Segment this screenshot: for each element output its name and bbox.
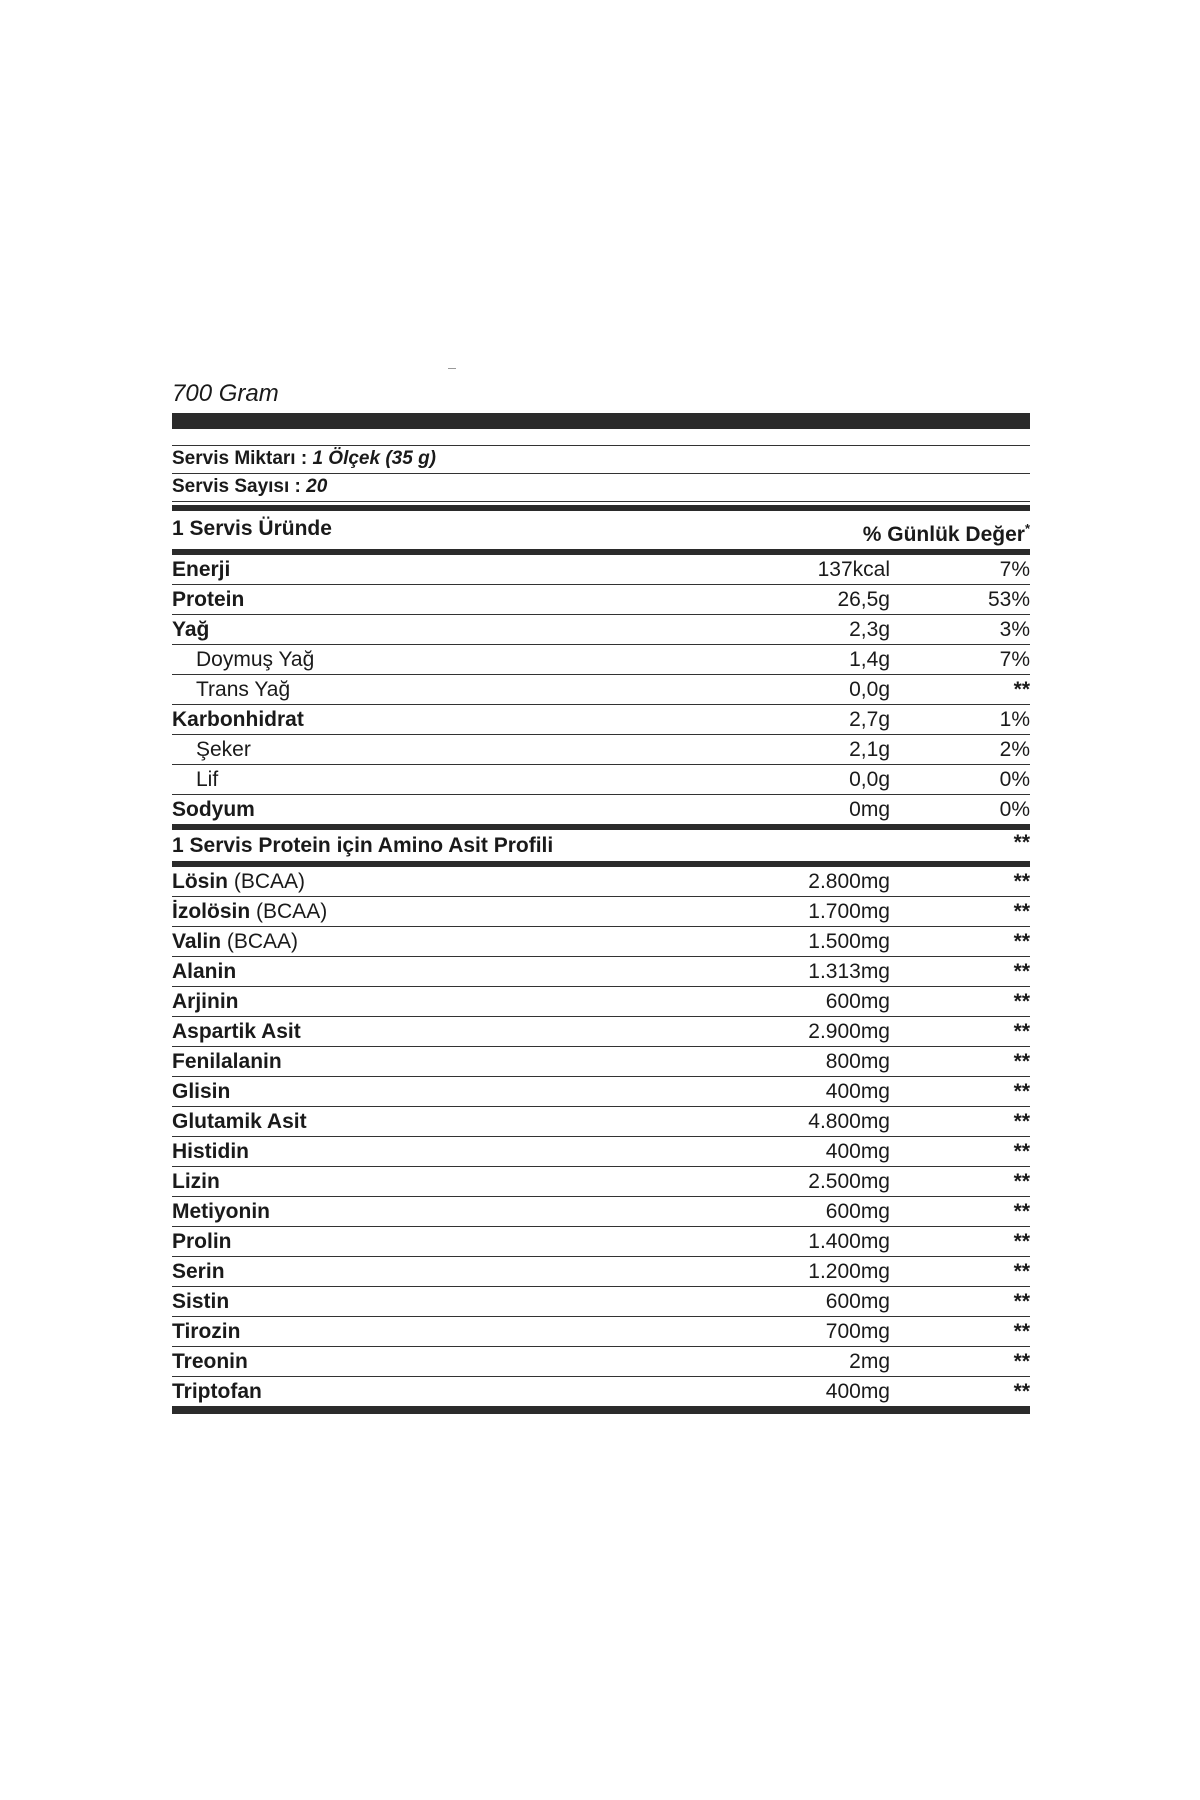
amino-amount: 1.313mg (808, 960, 890, 983)
amino-name: Lösin (172, 870, 228, 893)
amino-daily-value: ** (1013, 900, 1030, 923)
amino-amount: 400mg (825, 1080, 890, 1103)
nutrient-daily-value: 0% (999, 798, 1030, 821)
amino-name: Sistin (172, 1290, 230, 1313)
amino-amount: 1.700mg (808, 900, 890, 923)
amino-name: Prolin (172, 1230, 232, 1253)
amino-profile-label: 1 Servis Protein için Amino Asit Profili (172, 834, 554, 857)
amino-name: Histidin (172, 1140, 249, 1163)
amino-amount: 400mg (825, 1140, 890, 1163)
amino-daily-value: ** (1013, 1260, 1030, 1283)
amino-row (172, 1166, 1030, 1196)
amino-row (172, 867, 1030, 896)
amino-row (172, 1196, 1030, 1226)
amino-daily-value: ** (1013, 1080, 1030, 1103)
decorative-dash (448, 368, 456, 369)
nutrient-row (172, 734, 1030, 764)
nutrient-daily-value: 7% (999, 648, 1030, 671)
nutrient-daily-value: 2% (999, 738, 1030, 761)
amino-daily-value: ** (1013, 1170, 1030, 1193)
daily-value-label: % Günlük Değer* (862, 521, 1030, 546)
nutrient-amount: 26,5g (837, 588, 890, 611)
nutrient-daily-value: 1% (999, 708, 1030, 731)
nutrient-row (172, 704, 1030, 734)
nutrient-daily-value: 53% (987, 588, 1030, 611)
amino-row (172, 1106, 1030, 1136)
amino-row (172, 1046, 1030, 1076)
amino-row (172, 1076, 1030, 1106)
amino-row (172, 1286, 1030, 1316)
amino-daily-value: ** (1013, 1380, 1030, 1403)
amino-amount: 600mg (825, 1290, 890, 1313)
serving-count-label: Servis Sayısı : (172, 476, 301, 497)
serving-size-value: 1 Ölçek (35 g) (312, 448, 437, 469)
amino-row (172, 1226, 1030, 1256)
amino-amount: 700mg (825, 1320, 890, 1343)
amino-amount: 1.500mg (808, 930, 890, 953)
amino-row (172, 1376, 1030, 1406)
serving-size-row (172, 445, 1030, 473)
amino-amount: 4.800mg (808, 1110, 890, 1133)
amino-amount: 2.900mg (808, 1020, 890, 1043)
serving-count-row (172, 473, 1030, 501)
nutrient-name: Şeker (196, 738, 251, 761)
per-serving-label: 1 Servis Üründe (172, 517, 332, 540)
nutrient-name: Protein (172, 588, 245, 611)
amino-amount: 400mg (825, 1380, 890, 1403)
nutrient-row (172, 614, 1030, 644)
amino-amount: 2.500mg (808, 1170, 890, 1193)
serving-size-label: Servis Miktarı : (172, 448, 308, 469)
bottom-bar (172, 1406, 1030, 1414)
amino-daily-value: ** (1013, 990, 1030, 1013)
amino-name: Arjinin (172, 990, 239, 1013)
amino-row (172, 1316, 1030, 1346)
amino-daily-value: ** (1013, 1050, 1030, 1073)
amino-suffix: (BCAA) (256, 900, 328, 923)
amino-row (172, 926, 1030, 956)
amino-name: Alanin (172, 960, 237, 983)
nutrient-name: Enerji (172, 558, 231, 581)
nutrition-label (172, 375, 1030, 1414)
nutrient-row (172, 794, 1030, 824)
amino-daily-value: ** (1013, 1320, 1030, 1343)
amino-amount: 600mg (825, 1200, 890, 1223)
asterisk-mark: * (1024, 521, 1030, 536)
amino-amount: 1.200mg (808, 1260, 890, 1283)
nutrient-amount: 2,7g (849, 708, 890, 731)
amino-name: Triptofan (172, 1380, 262, 1403)
amino-row (172, 1256, 1030, 1286)
per-serving-header (172, 511, 1030, 549)
amino-amount: 800mg (825, 1050, 890, 1073)
top-thick-bar (172, 413, 1030, 429)
nutrient-name: Lif (196, 768, 219, 791)
nutrient-amount: 137kcal (817, 558, 890, 581)
amino-profile-header (172, 830, 1030, 861)
amino-amount: 2.800mg (808, 870, 890, 893)
amino-name: Metiyonin (172, 1200, 270, 1223)
amino-amount: 600mg (825, 990, 890, 1013)
nutrient-amount: 0,0g (849, 768, 890, 791)
serving-count-value: 20 (306, 476, 328, 497)
amino-suffix: (BCAA) (233, 870, 306, 893)
nutrient-amount: 0mg (849, 798, 890, 821)
nutrient-name: Yağ (172, 618, 210, 641)
amino-name: Serin (172, 1260, 225, 1283)
amino-daily-value: ** (1013, 930, 1030, 953)
nutrient-daily-value: ** (1013, 678, 1030, 701)
amino-name: Fenilalanin (172, 1050, 282, 1073)
amino-table (172, 867, 1030, 1406)
amino-row (172, 896, 1030, 926)
amino-daily-value: ** (1013, 1350, 1030, 1373)
amino-name: Treonin (172, 1350, 248, 1373)
amino-row (172, 1016, 1030, 1046)
amino-daily-value: ** (1013, 1200, 1030, 1223)
amino-name: Glutamik Asit (172, 1110, 307, 1133)
amino-name: İzolösin (172, 900, 251, 923)
amino-name: Tirozin (172, 1320, 241, 1343)
nutrient-row (172, 644, 1030, 674)
nutrient-name: Karbonhidrat (172, 708, 304, 731)
nutrient-daily-value: 0% (999, 768, 1030, 791)
amino-amount: 1.400mg (808, 1230, 890, 1253)
nutrient-row (172, 584, 1030, 614)
nutrient-amount: 1,4g (849, 648, 890, 671)
amino-daily-value: ** (1013, 960, 1030, 983)
amino-daily-value: ** (1013, 1290, 1030, 1313)
nutrient-name: Doymuş Yağ (196, 648, 315, 671)
amino-name: Lizin (172, 1170, 220, 1193)
nutrient-amount: 0,0g (849, 678, 890, 701)
nutrient-daily-value: 3% (999, 618, 1030, 641)
nutrient-table (172, 555, 1030, 824)
nutrient-row (172, 674, 1030, 704)
amino-daily-value: ** (1013, 1140, 1030, 1163)
amino-daily-value: ** (1013, 870, 1030, 893)
amino-profile-dv: ** (1013, 831, 1030, 854)
amino-daily-value: ** (1013, 1230, 1030, 1253)
nutrient-row (172, 764, 1030, 794)
nutrient-name: Sodyum (172, 798, 255, 821)
amino-name: Valin (172, 930, 222, 953)
amino-daily-value: ** (1013, 1110, 1030, 1133)
nutrient-row (172, 555, 1030, 584)
product-weight-title: 700 Gram (172, 380, 279, 407)
amino-name: Aspartik Asit (172, 1020, 301, 1043)
nutrient-amount: 2,1g (849, 738, 890, 761)
nutrient-amount: 2,3g (849, 618, 890, 641)
amino-row (172, 1346, 1030, 1376)
amino-amount: 2mg (849, 1350, 890, 1373)
amino-suffix: (BCAA) (226, 930, 299, 953)
nutrient-daily-value: 7% (999, 558, 1030, 581)
amino-daily-value: ** (1013, 1020, 1030, 1043)
nutrient-name: Trans Yağ (196, 678, 291, 701)
amino-name: Glisin (172, 1080, 231, 1103)
amino-row (172, 986, 1030, 1016)
amino-row (172, 956, 1030, 986)
amino-row (172, 1136, 1030, 1166)
